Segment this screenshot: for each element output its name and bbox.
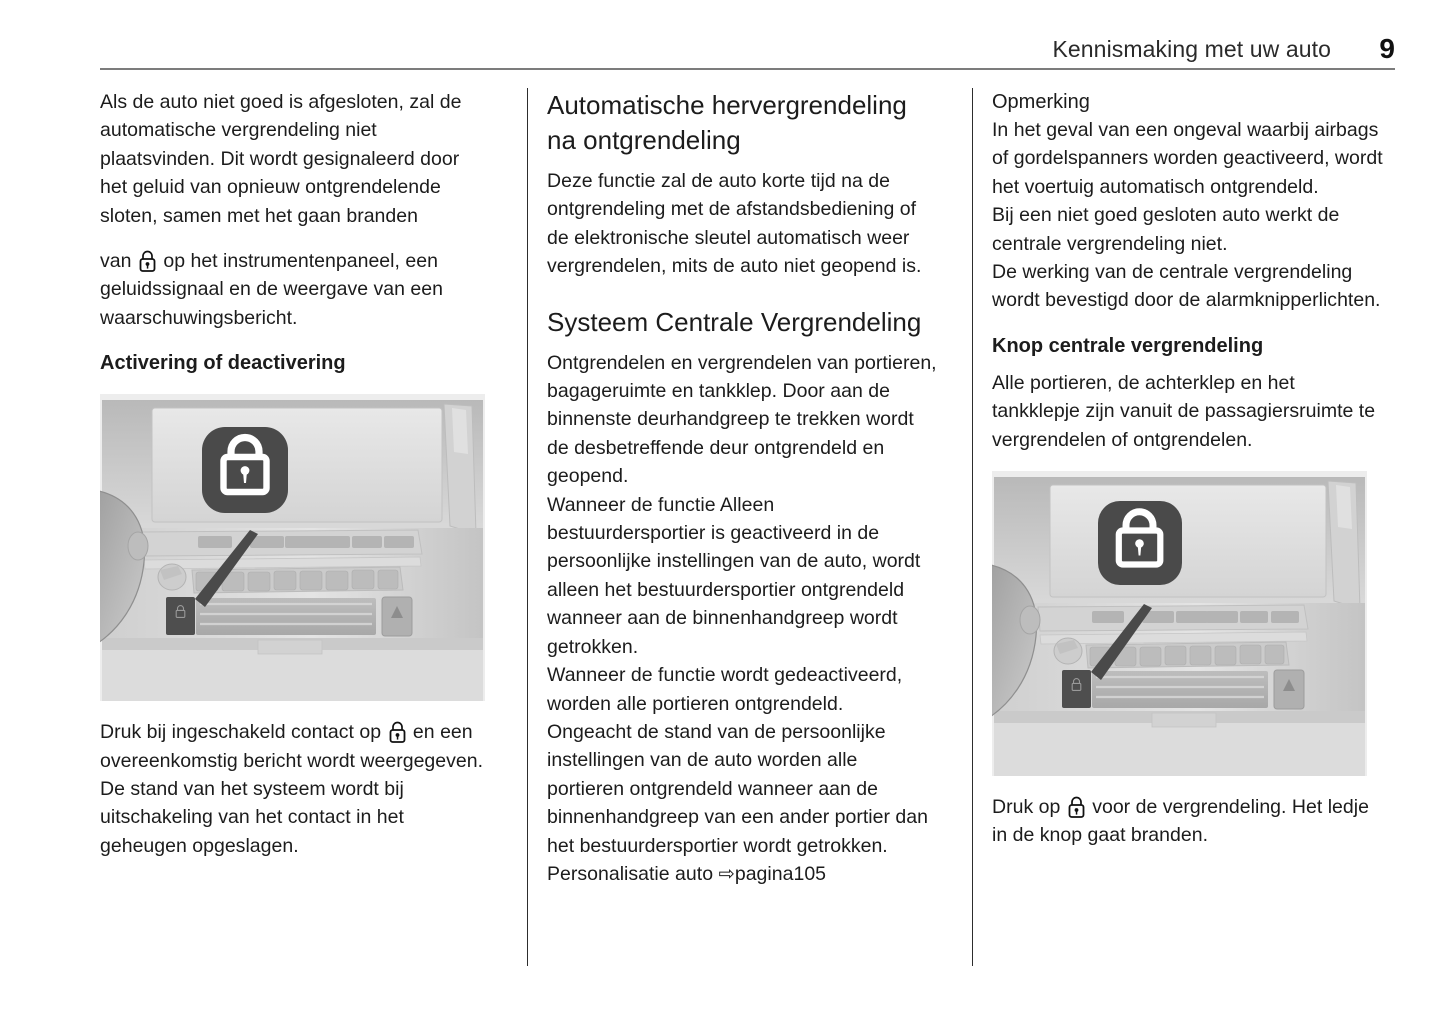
middle-paragraph-1: Deze functie zal de auto korte tijd na de ontgrendeling met de afstandsbediening of de elektronische sleutel automatisch weer vergrendelen, mits de auto niet geopend is. <box>547 170 922 278</box>
left-figure-caption-before: Druk bij ingeschakeld contact op <box>100 721 387 744</box>
right-paragraph-1: In het geval van een ongeval waarbij airbags of gordelspanners worden geactiveerd, wordt het voertuig automatisch ontgrendeld. <box>992 119 1383 198</box>
right-figure-caption-after: voor de vergrendeling. Het ledje in de knop gaat branden. <box>992 796 1369 847</box>
padlock-locked-icon <box>139 250 156 272</box>
left-paragraph-3: De stand van het systeem wordt bij uitschakeling van het contact in het geheugen opgeslagen. <box>100 778 404 857</box>
middle-paragraph-4: Wanneer de functie wordt gedeactiveerd, worden alle portieren ontgrendeld. <box>547 664 903 715</box>
left-figure-caption-after: en een overeenkomstig bericht wordt weergegeven. <box>100 721 484 772</box>
right-paragraph-3: De werking van de centrale vergrendeling wordt bevestigd door de alarmknipperlichten. <box>992 261 1381 312</box>
column-middle <box>547 88 938 968</box>
heading-opmerking: Opmerking <box>992 91 1090 113</box>
cross-reference-label: Personalisatie auto <box>547 862 714 885</box>
spacer <box>547 281 938 305</box>
spacer <box>547 158 938 167</box>
padlock-locked-icon <box>389 721 406 743</box>
middle-paragraph-5: Ongeacht de stand van de persoonlijke instellingen van de auto worden alle portieren ontgrendeld wanneer aan de binnenhandgreep van een ander portier dan het bestuurdersportier wordt getrokken. <box>547 720 928 857</box>
left-figure-caption <box>100 718 491 775</box>
column-divider-2 <box>972 88 973 966</box>
right-figure-caption <box>992 793 1383 850</box>
spacer <box>547 340 938 349</box>
column-right <box>992 88 1383 968</box>
spacer <box>100 332 491 349</box>
spacer <box>100 701 491 718</box>
left-paragraph-2-after: op het instrumentenpaneel, een geluidssignaal en de weergave van een waarschuwingsbericht. <box>100 250 443 329</box>
middle-paragraph-3: Wanneer de functie Alleen bestuurdersportier is geactiveerd in de persoonlijke instellingen van de auto, wordt alleen het bestuurdersportier ontgrendeld wanneer aan de binnenhandgreep wordt getrokken. <box>547 493 921 658</box>
heading-activering-of-deactivering: Activering of deactivering <box>100 352 346 375</box>
column-left <box>100 88 491 968</box>
left-paragraph-2 <box>100 247 491 332</box>
header-rule <box>100 68 1395 70</box>
rightwards-arrow-icon: ⇨ <box>718 862 735 885</box>
page-header <box>100 33 1395 70</box>
right-figure-caption-before: Druk op <box>992 796 1066 819</box>
right-paragraph-4: Alle portieren, de achterklep en het tankklepje zijn vanuit de passagiersruimte te vergrendelen of ontgrendelen. <box>992 371 1376 451</box>
heading-automatische-hervergrendeling: Automatische hervergrendeling na ontgrendeling <box>547 90 907 155</box>
right-paragraph-2: Bij een niet goed gesloten auto werkt de centrale vergrendeling niet. <box>992 204 1340 255</box>
page-number: 9 <box>1379 33 1395 64</box>
padlock-locked-icon <box>1068 796 1085 818</box>
column-divider-1 <box>527 88 528 966</box>
figure-dashboard-right <box>992 471 1367 776</box>
spacer <box>992 454 1383 471</box>
left-paragraph-2-before: van <box>100 250 137 273</box>
heading-knop-centrale-vergrendeling: Knop centrale vergrendeling <box>992 334 1264 357</box>
spacer <box>992 315 1383 332</box>
middle-paragraph-2: Ontgrendelen en vergrendelen van portieren, bagageruimte en tankklep. Door aan de binnenste deurhandgreep te trekken wordt de desbetreffende deur ontgrendeld en geopend. <box>547 351 937 488</box>
cross-reference-target: pagina105 <box>734 862 827 885</box>
left-paragraph-1: Als de auto niet goed is afgesloten, zal de automatische vergrendeling niet plaatsvinden. Dit wordt gesignaleerd door het geluid van opnieuw ontgrendelende sloten, samen met het gaan branden <box>100 91 462 227</box>
cross-reference-personalisatie-auto[interactable] <box>547 860 938 888</box>
spacer <box>100 230 491 247</box>
heading-systeem-centrale-vergrendeling: Systeem Centrale Vergrendeling <box>547 306 922 337</box>
spacer <box>992 776 1383 793</box>
spacer <box>992 360 1383 369</box>
page-title: Kennismaking met uw auto <box>1052 36 1331 62</box>
figure-dashboard-left <box>100 394 485 701</box>
spacer <box>100 377 491 394</box>
three-column-layout <box>100 88 1395 968</box>
